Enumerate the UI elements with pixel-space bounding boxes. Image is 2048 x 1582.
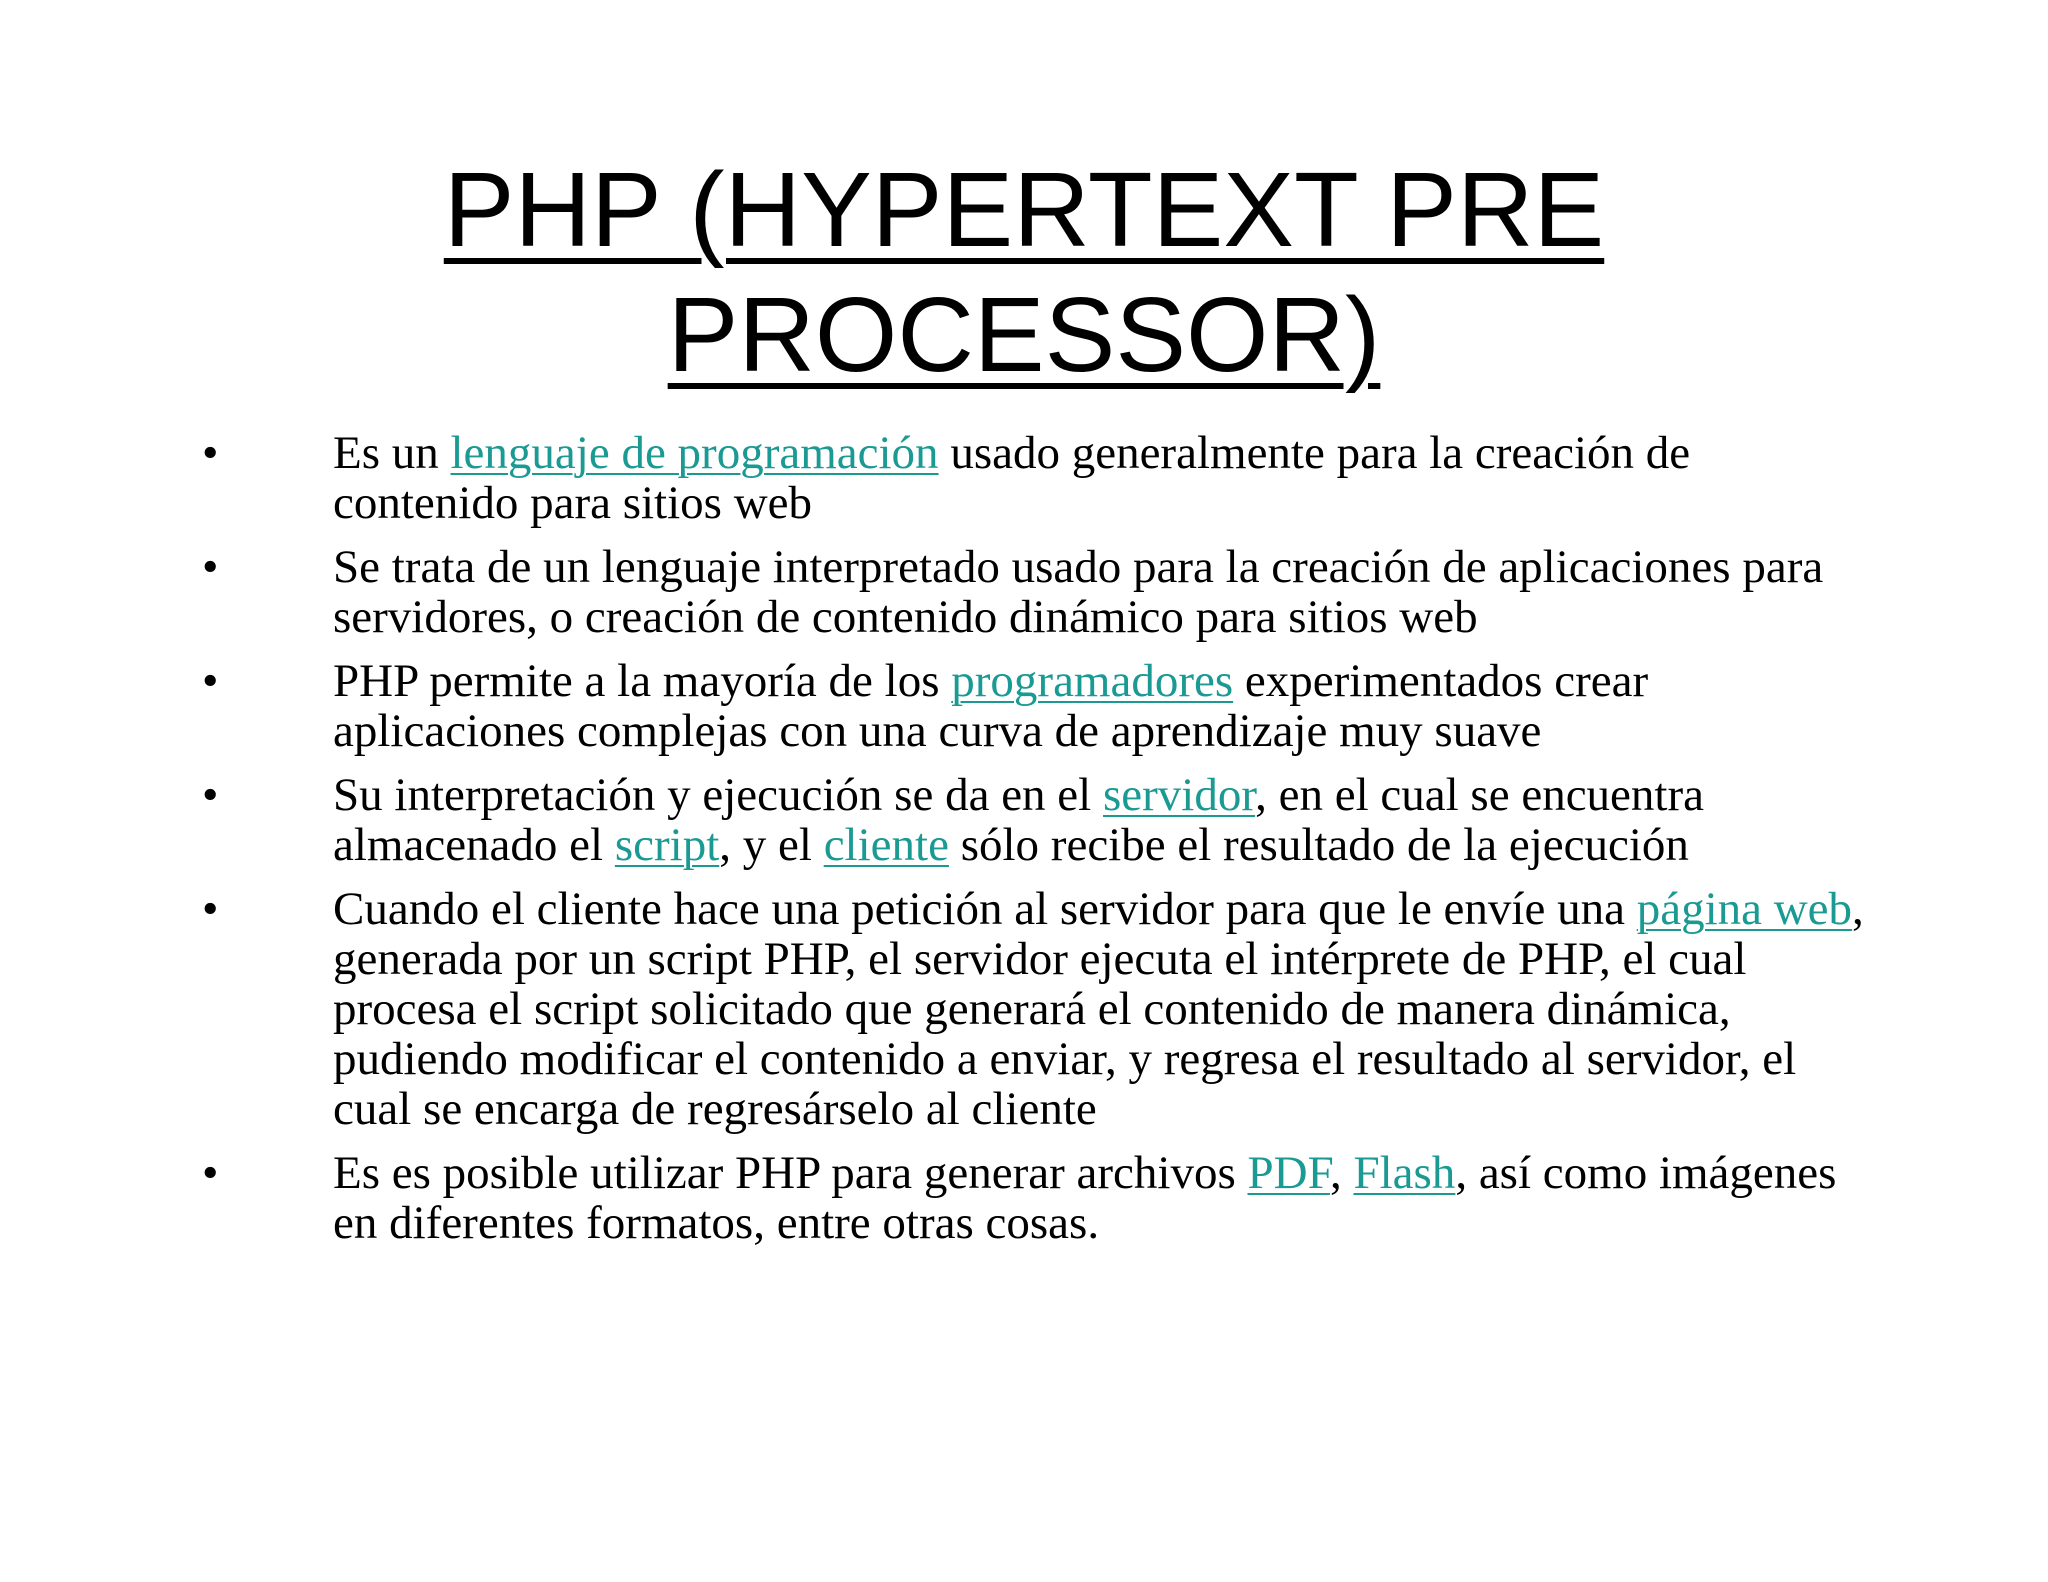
bullet-dot: • (202, 1147, 219, 1199)
bullet-text-segment: Es un (333, 427, 451, 479)
bullet-dot: • (202, 427, 219, 479)
bullet-text (333, 428, 1873, 528)
bullet-text-segment: PHP permite a la mayoría de los (333, 655, 952, 707)
bullet-text-segment: Cuando el cliente hace una petición al servidor para que le envíe una (333, 883, 1637, 935)
bullet-item (0, 1148, 2048, 1248)
slide-title-line-2: PROCESSOR) (667, 276, 1381, 394)
bullet-item (0, 542, 2048, 642)
link-cliente[interactable]: cliente (823, 819, 949, 871)
link-pagina-web[interactable]: página web (1636, 883, 1853, 935)
bullet-text (333, 884, 1873, 1134)
bullet-text (333, 656, 1873, 756)
bullet-dot: • (202, 769, 219, 821)
bullet-text-segment: Su interpretación y ejecución se da en el (333, 769, 1103, 821)
link-programadores[interactable]: programadores (951, 655, 1234, 707)
link-pdf[interactable]: PDF (1247, 1147, 1330, 1199)
bullet-dot: • (202, 541, 219, 593)
bullet-item (0, 770, 2048, 870)
bullet-text-segment: usado generalmente para la creación de contenido para sitios web (333, 427, 1691, 529)
link-lenguaje-de-programacion[interactable]: lenguaje de programación (450, 427, 939, 479)
bullet-text (333, 770, 1873, 870)
bullet-text-segment: , (1329, 1147, 1354, 1199)
bullet-dot: • (202, 655, 219, 707)
bullet-list (0, 428, 2048, 1262)
bullet-item (0, 428, 2048, 528)
bullet-text (333, 542, 1873, 642)
link-script[interactable]: script (614, 819, 720, 871)
bullet-text-segment: Se trata de un lenguaje interpretado usado para la creación de aplicaciones para servidores, o creación de contenido dinámico para sitios web (333, 541, 1824, 643)
slide-title (0, 148, 2048, 398)
bullet-text-segment: , así como imágenes en diferentes formatos, entre otras cosas. (333, 1147, 1837, 1249)
link-servidor[interactable]: servidor (1102, 769, 1256, 821)
bullet-text (333, 1148, 1873, 1248)
link-flash[interactable]: Flash (1353, 1147, 1456, 1199)
bullet-dot: • (202, 883, 219, 935)
bullet-text-segment: , y el (719, 819, 824, 871)
bullet-item (0, 884, 2048, 1134)
bullet-item (0, 656, 2048, 756)
bullet-text-segment: sólo recibe el resultado de la ejecución (948, 819, 1689, 871)
bullet-text-segment: experimentados crear aplicaciones complejas con una curva de aprendizaje muy suave (333, 655, 1649, 757)
bullet-text-segment: , en el cual se encuentra almacenado el (333, 769, 1704, 871)
bullet-text-segment: , generada por un script PHP, el servidor ejecuta el intérprete de PHP, el cual procesa el script solicitado que generará el contenido de manera dinámica, pudiendo modificar el contenido a enviar, y regresa el resultado al servidor, el cual se encarga de regresárselo al cliente (333, 883, 1864, 1135)
slide-title-line-1: PHP (HYPERTEXT PRE (443, 151, 1605, 269)
bullet-text-segment: Es es posible utilizar PHP para generar archivos (333, 1147, 1248, 1199)
